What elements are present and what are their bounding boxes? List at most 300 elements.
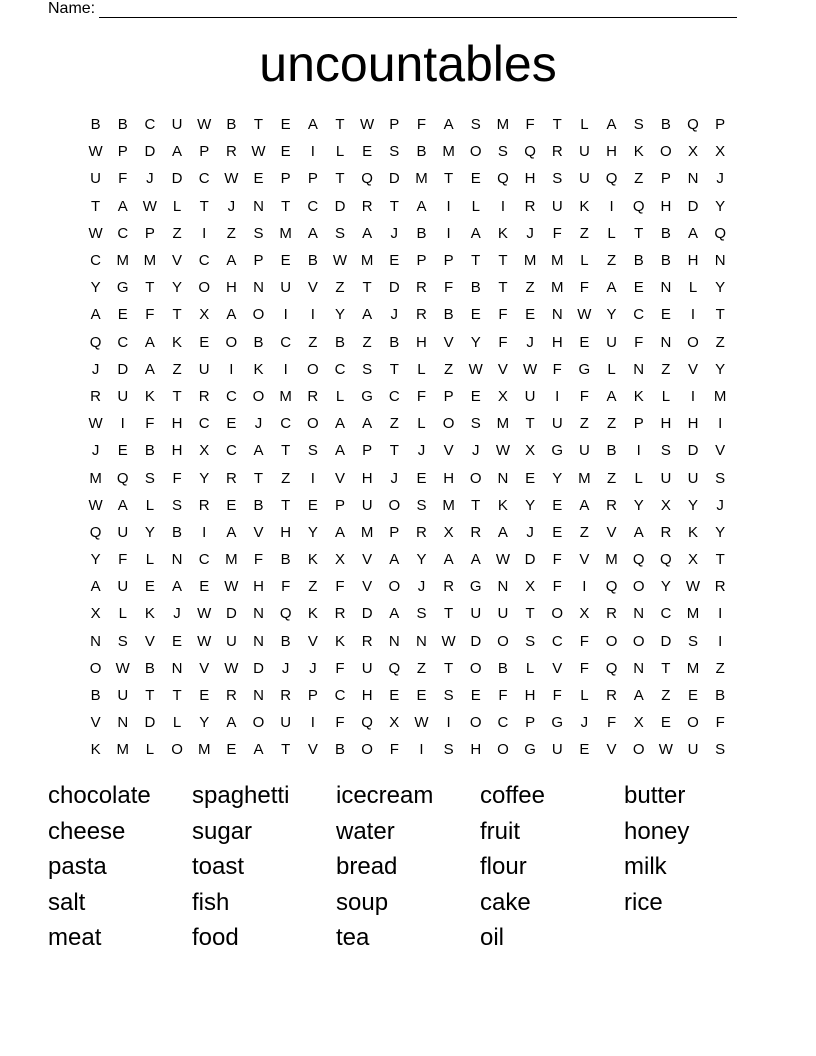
grid-letter: N: [687, 170, 699, 188]
grid-row: [82, 138, 734, 165]
grid-letter: R: [90, 387, 101, 405]
grid-row: [82, 492, 734, 519]
grid-row: [82, 519, 734, 546]
grid-letter: U: [551, 415, 563, 433]
grid-letter: C: [198, 170, 210, 188]
grid-letter: R: [280, 687, 292, 705]
grid-letter: N: [633, 659, 645, 677]
grid-letter: Y: [144, 523, 155, 541]
grid-letter: J: [716, 170, 724, 188]
grid-letter: U: [280, 714, 292, 732]
grid-letter: E: [362, 143, 373, 161]
grid-letter: I: [229, 360, 234, 378]
grid-letter: I: [202, 224, 207, 242]
grid-letter: M: [143, 252, 157, 270]
grid-letter: E: [470, 687, 481, 705]
grid-letter: A: [172, 578, 183, 596]
grid-letter: A: [579, 496, 590, 514]
grid-letter: K: [307, 551, 318, 569]
grid-letter: V: [172, 252, 183, 270]
grid-letter: M: [279, 224, 292, 242]
grid-letter: F: [715, 714, 725, 732]
grid-letter: P: [144, 224, 155, 242]
grid-letter: B: [660, 252, 671, 270]
grid-letter: P: [253, 252, 264, 270]
grid-letter: E: [226, 741, 237, 759]
grid-letter: N: [171, 659, 183, 677]
grid-letter: F: [552, 687, 562, 705]
grid-letter: X: [633, 714, 644, 732]
grid-letter: O: [225, 333, 238, 351]
grid-letter: Q: [605, 578, 618, 596]
grid-letter: M: [442, 496, 455, 514]
grid-letter: V: [606, 523, 617, 541]
grid-letter: Z: [606, 469, 617, 487]
grid-letter: T: [253, 469, 264, 487]
grid-letter: M: [523, 252, 537, 270]
grid-letter: M: [578, 469, 591, 487]
grid-letter: N: [416, 632, 427, 650]
grid-letter: R: [606, 496, 617, 514]
grid-letter: S: [443, 741, 454, 759]
grid-letter: L: [335, 387, 345, 405]
grid-letter: E: [117, 442, 128, 460]
grid-letter: W: [88, 143, 103, 161]
grid-letter: G: [551, 442, 564, 460]
grid-letter: V: [307, 741, 318, 759]
grid-letter: O: [469, 659, 482, 677]
grid-letter: P: [443, 387, 454, 405]
grid-letter: O: [171, 741, 183, 759]
grid-row: [82, 383, 734, 410]
grid-letter: Z: [444, 360, 454, 378]
grid-letter: U: [660, 469, 672, 487]
grid-letter: Y: [715, 360, 726, 378]
grid-letter: V: [307, 632, 318, 650]
grid-letter: V: [253, 523, 264, 541]
grid-letter: L: [118, 605, 127, 623]
grid-letter: T: [444, 659, 454, 677]
grid-letter: Y: [416, 551, 427, 569]
grid-letter: F: [525, 116, 535, 134]
grid-letter: N: [253, 632, 264, 650]
grid-letter: T: [471, 252, 481, 270]
grid-letter: W: [88, 415, 103, 433]
grid-letter: R: [225, 687, 237, 705]
grid-letter: N: [633, 360, 645, 378]
grid-letter: B: [334, 333, 345, 351]
grid-letter: S: [307, 442, 318, 460]
grid-letter: V: [307, 279, 318, 297]
grid-letter: C: [225, 442, 237, 460]
grid-letter: E: [579, 333, 590, 351]
grid-letter: N: [253, 687, 264, 705]
grid-letter: E: [660, 306, 671, 324]
grid-letter: R: [361, 632, 373, 650]
word-list-item: pasta: [48, 853, 107, 880]
grid-row: [82, 655, 734, 682]
grid-letter: Q: [89, 523, 102, 541]
grid-letter: S: [660, 442, 671, 460]
grid-letter: H: [687, 415, 699, 433]
grid-letter: A: [362, 306, 373, 324]
grid-letter: E: [416, 469, 427, 487]
grid-letter: L: [580, 687, 589, 705]
grid-letter: J: [390, 306, 399, 324]
grid-letter: K: [90, 741, 101, 759]
grid-letter: C: [198, 415, 210, 433]
grid-letter: H: [660, 197, 672, 215]
grid-letter: A: [633, 523, 644, 541]
grid-letter: V: [144, 632, 155, 650]
word-list-item: cake: [480, 888, 531, 916]
grid-letter: R: [470, 523, 482, 541]
grid-letter: T: [525, 415, 535, 433]
grid-letter: I: [202, 523, 207, 541]
grid-letter: U: [687, 469, 699, 487]
grid-letter: F: [552, 224, 562, 242]
grid-letter: Q: [524, 143, 536, 161]
grid-letter: Q: [497, 170, 509, 188]
grid-letter: A: [226, 523, 237, 541]
grid-letter: F: [118, 170, 128, 188]
grid-letter: F: [579, 632, 589, 650]
grid-letter: O: [89, 659, 102, 677]
grid-letter: E: [253, 170, 264, 188]
grid-letter: E: [525, 306, 536, 324]
grid-letter: T: [362, 279, 372, 297]
grid-letter: F: [634, 333, 644, 351]
grid-letter: R: [361, 197, 373, 215]
grid-letter: A: [633, 687, 644, 705]
grid-letter: L: [417, 360, 426, 378]
grid-letter: A: [253, 741, 264, 759]
word-list-item: toast: [192, 853, 245, 880]
grid-letter: I: [310, 469, 315, 487]
grid-letter: B: [389, 333, 400, 351]
grid-letter: T: [145, 687, 155, 705]
grid-letter: N: [714, 252, 726, 270]
grid-letter: E: [389, 252, 400, 270]
word-list-item: meat: [48, 924, 102, 951]
grid-letter: N: [117, 714, 129, 732]
grid-letter: C: [633, 306, 645, 324]
word-list-item: butter: [624, 782, 686, 809]
grid-letter: V: [606, 741, 617, 759]
grid-letter: I: [446, 714, 451, 732]
grid-letter: Y: [688, 496, 699, 514]
grid-letter: W: [685, 578, 701, 596]
grid-letter: K: [144, 387, 155, 405]
grid-letter: Y: [90, 551, 101, 569]
grid-letter: C: [334, 687, 346, 705]
grid-letter: D: [171, 170, 183, 188]
grid-letter: H: [171, 442, 183, 460]
grid-letter: S: [362, 360, 373, 378]
grid-letter: I: [419, 741, 424, 759]
grid-letter: H: [253, 578, 264, 596]
grid-letter: J: [227, 197, 236, 215]
grid-letter: T: [715, 551, 725, 569]
grid-letter: O: [687, 714, 699, 732]
grid-letter: G: [116, 279, 129, 297]
grid-letter: T: [389, 360, 399, 378]
grid-letter: F: [552, 578, 562, 596]
grid-letter: W: [251, 143, 266, 161]
grid-letter: O: [632, 578, 645, 596]
grid-letter: P: [389, 116, 400, 134]
grid-letter: O: [252, 387, 265, 405]
grid-letter: V: [90, 714, 101, 732]
grid-letter: N: [660, 333, 672, 351]
grid-letter: E: [633, 279, 644, 297]
grid-letter: P: [362, 442, 373, 460]
grid-letter: R: [416, 523, 427, 541]
grid-letter: U: [117, 578, 129, 596]
grid-letter: I: [582, 578, 587, 596]
grid-letter: I: [718, 605, 723, 623]
grid-letter: A: [307, 116, 318, 134]
word-list-item: rice: [624, 888, 663, 916]
grid-letter: F: [416, 116, 427, 134]
grid-letter: J: [390, 224, 399, 242]
grid-letter: W: [658, 741, 673, 759]
grid-letter: S: [117, 632, 128, 650]
grid-letter: H: [660, 415, 672, 433]
grid-letter: Z: [308, 333, 318, 351]
grid-letter: G: [361, 387, 373, 405]
grid-letter: P: [307, 687, 318, 705]
grid-letter: T: [172, 387, 182, 405]
grid-letter: Y: [633, 496, 644, 514]
grid-letter: H: [225, 279, 237, 297]
grid-letter: O: [469, 143, 482, 161]
grid-letter: H: [687, 252, 699, 270]
grid-letter: Z: [606, 415, 617, 433]
grid-letter: M: [89, 469, 102, 487]
grid-letter: B: [416, 224, 427, 242]
grid-letter: A: [334, 415, 345, 433]
grid-letter: I: [690, 387, 696, 405]
grid-letter: N: [253, 605, 264, 623]
grid-letter: R: [524, 197, 536, 215]
grid-letter: O: [632, 741, 645, 759]
grid-letter: Y: [199, 714, 210, 732]
grid-letter: O: [497, 632, 509, 650]
grid-letter: I: [636, 442, 641, 460]
grid-letter: P: [334, 496, 345, 514]
grid-letter: P: [525, 714, 536, 732]
grid-letter: Z: [172, 360, 182, 378]
grid-letter: M: [116, 741, 129, 759]
grid-letter: A: [90, 306, 101, 324]
grid-letter: P: [660, 170, 671, 188]
grid-letter: U: [524, 387, 536, 405]
grid-letter: Z: [416, 659, 427, 677]
grid-letter: Q: [660, 551, 672, 569]
grid-letter: C: [225, 387, 237, 405]
grid-letter: K: [688, 523, 699, 541]
grid-letter: O: [687, 333, 699, 351]
grid-letter: C: [334, 360, 346, 378]
grid-letter: J: [417, 578, 426, 596]
grid-letter: S: [443, 687, 454, 705]
grid-letter: R: [443, 578, 455, 596]
grid-letter: O: [469, 469, 482, 487]
grid-letter: X: [497, 387, 508, 405]
grid-letter: U: [606, 333, 617, 351]
grid-letter: T: [498, 252, 508, 270]
grid-letter: H: [416, 333, 427, 351]
grid-letter: I: [283, 306, 288, 324]
grid-letter: N: [660, 279, 672, 297]
grid-letter: A: [443, 551, 454, 569]
grid-letter: E: [552, 523, 563, 541]
grid-letter: R: [225, 469, 237, 487]
grid-letter: R: [198, 387, 210, 405]
grid-letter: N: [90, 632, 101, 650]
grid-letter: Q: [361, 714, 373, 732]
grid-letter: W: [197, 116, 212, 134]
grid-letter: Y: [172, 279, 183, 297]
grid-letter: A: [470, 551, 481, 569]
grid-letter: Z: [335, 279, 345, 297]
grid-row: [82, 628, 734, 655]
grid-letter: F: [606, 714, 617, 732]
grid-letter: A: [606, 116, 617, 134]
grid-letter: S: [688, 632, 699, 650]
grid-letter: D: [470, 632, 482, 650]
grid-letter: U: [578, 442, 590, 460]
grid-letter: L: [580, 116, 589, 134]
grid-letter: O: [551, 605, 564, 623]
grid-letter: E: [416, 687, 427, 705]
grid-letter: P: [280, 170, 291, 188]
grid-letter: G: [469, 578, 482, 596]
grid-letter: F: [172, 469, 182, 487]
grid-letter: M: [360, 252, 374, 270]
grid-letter: J: [309, 659, 317, 677]
grid-letter: I: [718, 632, 723, 650]
grid-letter: C: [660, 605, 672, 623]
grid-letter: Q: [279, 605, 292, 623]
grid-letter: Z: [389, 415, 399, 433]
word-list-item: water: [336, 817, 395, 845]
grid-letter: I: [120, 415, 125, 433]
grid-letter: A: [90, 578, 101, 596]
grid-letter: I: [500, 197, 505, 215]
grid-letter: K: [172, 333, 183, 351]
grid-letter: L: [661, 387, 671, 405]
grid-letter: N: [633, 605, 645, 623]
word-list: [48, 778, 768, 956]
grid-letter: M: [496, 116, 510, 134]
grid-letter: E: [226, 415, 237, 433]
grid-letter: K: [579, 197, 590, 215]
grid-letter: N: [388, 632, 400, 650]
grid-letter: B: [307, 252, 318, 270]
grid-letter: U: [117, 523, 129, 541]
grid-letter: B: [470, 279, 481, 297]
grid-letter: Z: [281, 469, 291, 487]
grid-letter: F: [579, 659, 589, 677]
grid-letter: D: [687, 197, 699, 215]
grid-letter: F: [145, 415, 155, 433]
grid-letter: V: [552, 659, 563, 677]
grid-letter: J: [526, 523, 534, 541]
grid-letter: V: [362, 551, 373, 569]
grid-row: [82, 546, 734, 573]
grid-letter: R: [307, 387, 319, 405]
grid-letter: C: [198, 551, 210, 569]
grid-letter: F: [389, 741, 399, 759]
grid-letter: J: [526, 224, 534, 242]
grid-letter: H: [524, 687, 536, 705]
grid-letter: M: [686, 605, 700, 623]
grid-letter: W: [88, 496, 103, 514]
grid-letter: U: [497, 605, 509, 623]
grid-letter: T: [552, 116, 562, 134]
page-title: uncountables: [259, 36, 557, 92]
grid-letter: C: [198, 252, 210, 270]
grid-letter: F: [335, 659, 345, 677]
grid-letter: H: [443, 469, 455, 487]
grid-letter: F: [498, 333, 508, 351]
grid-letter: E: [579, 741, 590, 759]
grid-letter: L: [172, 197, 182, 215]
grid-letter: B: [90, 687, 101, 705]
grid-letter: W: [115, 659, 130, 677]
grid-letter: Y: [715, 523, 726, 541]
word-list-item: fish: [192, 888, 230, 916]
grid-letter: M: [496, 415, 510, 433]
grid-letter: S: [253, 224, 264, 242]
grid-letter: H: [524, 170, 536, 188]
grid-letter: W: [468, 360, 483, 378]
grid-letter: V: [715, 442, 726, 460]
grid-letter: S: [470, 116, 481, 134]
grid-letter: U: [171, 116, 183, 134]
grid-letter: R: [334, 605, 346, 623]
grid-letter: K: [497, 496, 508, 514]
grid-letter: O: [605, 632, 618, 650]
grid-letter: Q: [388, 659, 401, 677]
grid-letter: T: [444, 605, 454, 623]
grid-letter: P: [117, 143, 128, 161]
grid-letter: C: [551, 632, 563, 650]
grid-letter: F: [498, 306, 508, 324]
grid-letter: Y: [307, 523, 318, 541]
grid-letter: B: [226, 116, 237, 134]
grid-letter: O: [306, 415, 319, 433]
grid-letter: K: [334, 632, 345, 650]
grid-letter: S: [715, 741, 726, 759]
grid-letter: B: [253, 333, 264, 351]
grid-letter: W: [197, 632, 212, 650]
grid-letter: L: [145, 551, 155, 569]
grid-letter: D: [388, 279, 400, 297]
grid-letter: X: [443, 523, 454, 541]
grid-letter: B: [117, 116, 128, 134]
grid-letter: B: [416, 143, 427, 161]
grid-letter: A: [226, 714, 237, 732]
word-list-item: coffee: [480, 782, 545, 809]
grid-letter: Z: [661, 687, 671, 705]
grid-letter: T: [471, 496, 481, 514]
grid-letter: O: [660, 143, 672, 161]
grid-letter: I: [690, 306, 696, 324]
grid-letter: C: [497, 714, 509, 732]
